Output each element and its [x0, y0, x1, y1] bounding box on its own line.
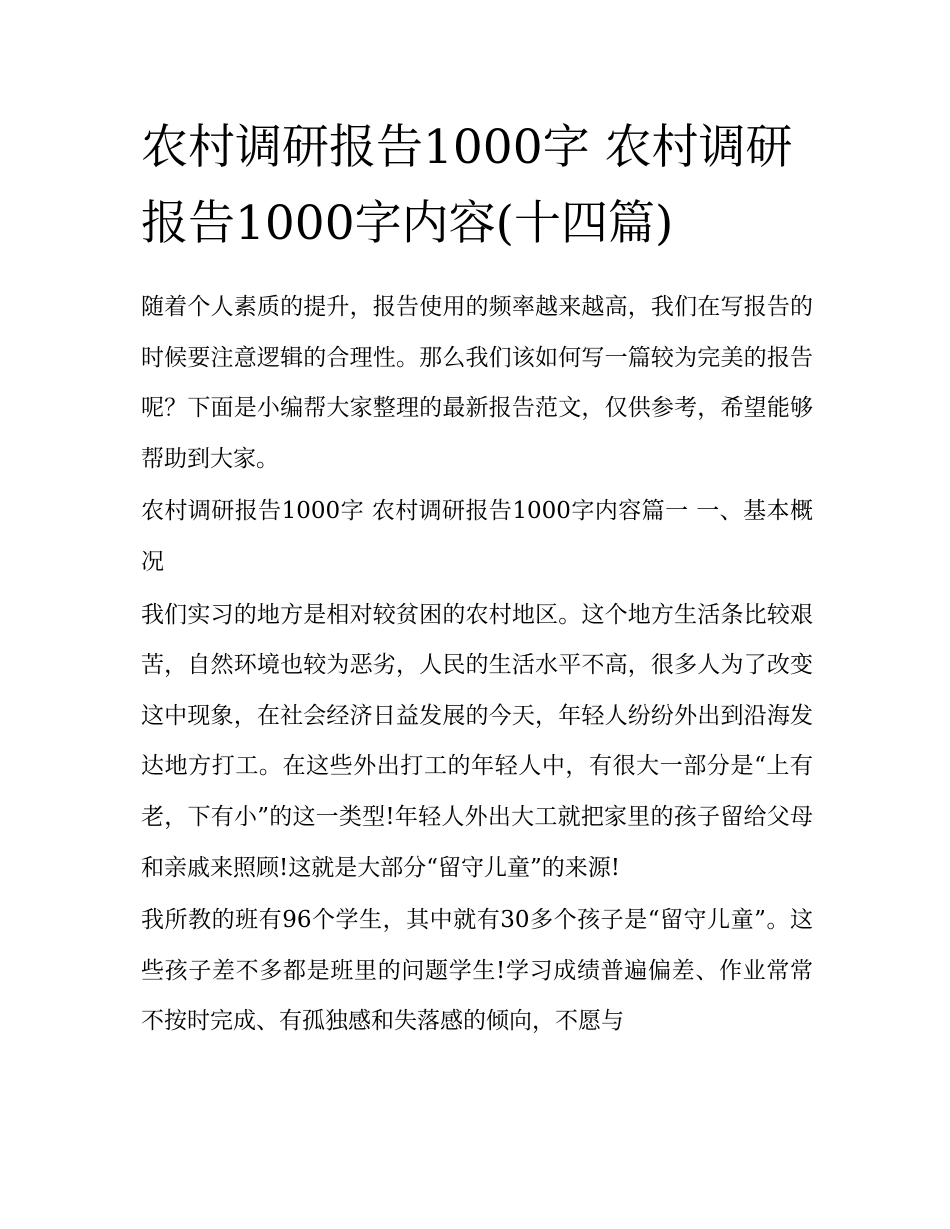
- paragraph-background: 我们实习的地方是相对较贫困的农村地区。这个地方生活条比较艰苦，自然环境也较为恶劣，人民的生活水平不高，很多人为了改变这中现象，在社会经济日益发展的今天，年轻人纷纷外出到沿海发达地方打工。在这些外出打工的年轻人中，有很大一部分是“上有老，下有小”的这一类型!年轻人外出大工就把家里的孩子留给父母和亲戚来照顾!这就是大部分“留守儿童”的来源!: [141, 601, 813, 881]
- document-title: 农村调研报告1000字 农村调研报告1000字内容(十四篇): [141, 120, 793, 251]
- document-body: [141, 110, 813, 1049]
- paragraph-intro: 随着个人素质的提升，报告使用的频率越来越高，我们在写报告的时候要注意逻辑的合理性。那么我们该如何写一篇较为完美的报告呢？下面是小编帮大家整理的最新报告范文，仅供参考，希望能够帮助到大家。: [141, 294, 813, 472]
- paragraph-section-heading: 农村调研报告1000字 农村调研报告1000字内容篇一 一、基本概况: [141, 498, 813, 575]
- paragraph-class-students: 我所教的班有96个学生，其中就有30多个孩子是“留守儿童”。这些孩子差不多都是班里的问题学生!学习成绩普遍偏差、作业常常不按时完成、有孤独感和失落感的倾向，不愿与: [141, 907, 813, 1035]
